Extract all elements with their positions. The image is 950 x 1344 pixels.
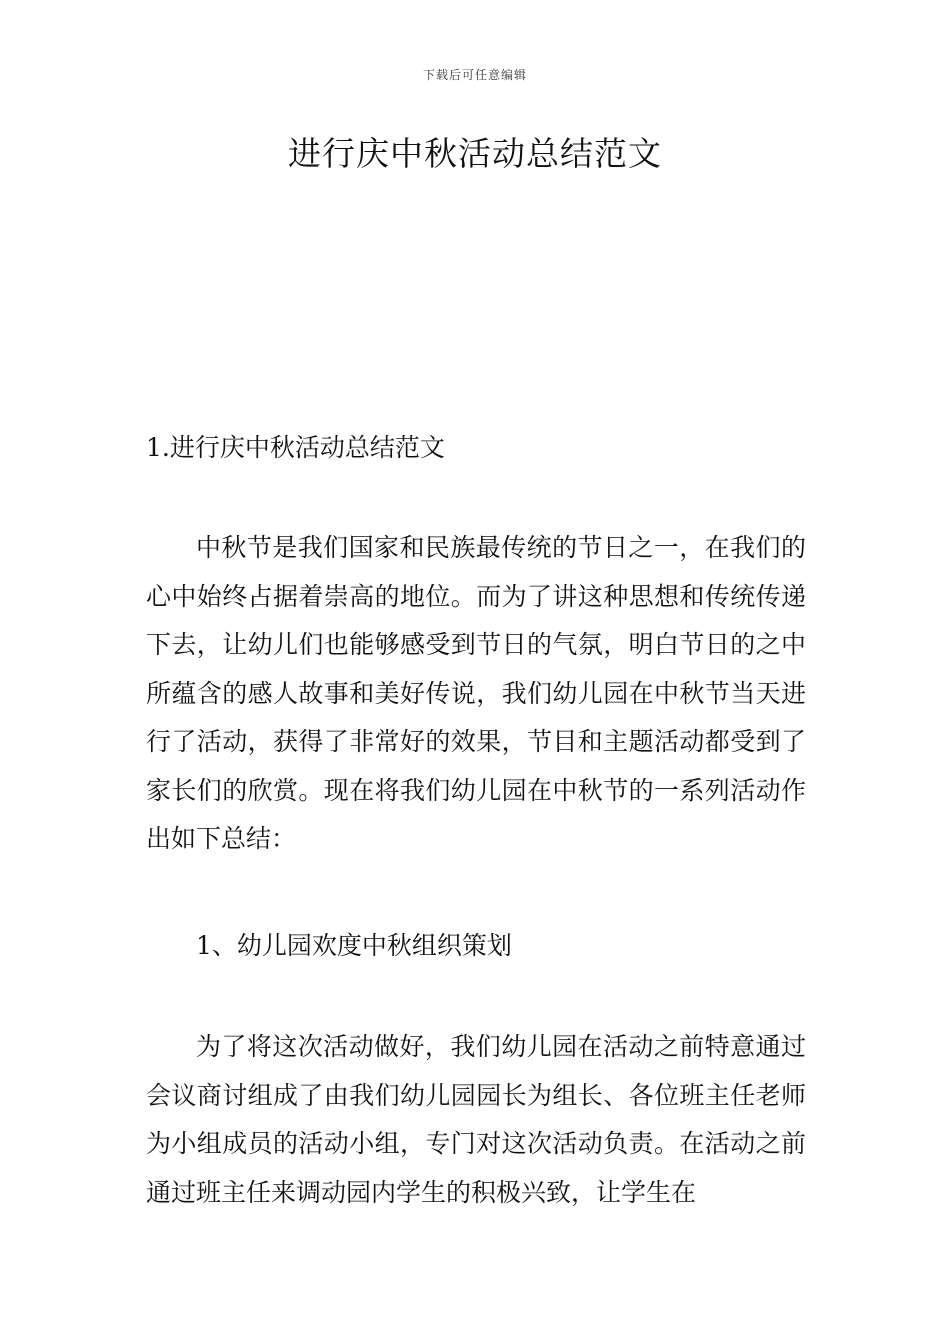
- paragraph-2-text: 为了将这次活动做好，我们幼儿园在活动之前特意通过会议商讨组成了由我们幼儿园园长为组长、各位班主任老师为小组成员的活动小组，专门对这次活动负责。在活动之前通过班主任来调动园内学生的积极兴致，让学生在: [146, 1032, 806, 1207]
- paragraph-2: [146, 1023, 806, 1217]
- section-heading-1: 1.进行庆中秋活动总结范文: [146, 433, 445, 462]
- header-note: 下载后可任意编辑: [422, 68, 527, 82]
- section-heading-2: 1、幼儿园欢度中秋组织策划: [196, 931, 512, 960]
- paragraph-1-text: 中秋节是我们国家和民族最传统的节日之一，在我们的心中始终占据着崇高的地位。而为了讲这种思想和传统传递下去，让幼儿们也能够感受到节日的气氛，明白节日的之中所蕴含的感人故事和美好传说，我们幼儿园在中秋节当天进行了活动，获得了非常好的效果，节目和主题活动都受到了家长们的欣赏。现在将我们幼儿园在中秋节的一系列活动作出如下总结：: [146, 533, 806, 853]
- paragraph-1: [146, 524, 806, 864]
- page-title: 进行庆中秋活动总结范文: [288, 134, 662, 173]
